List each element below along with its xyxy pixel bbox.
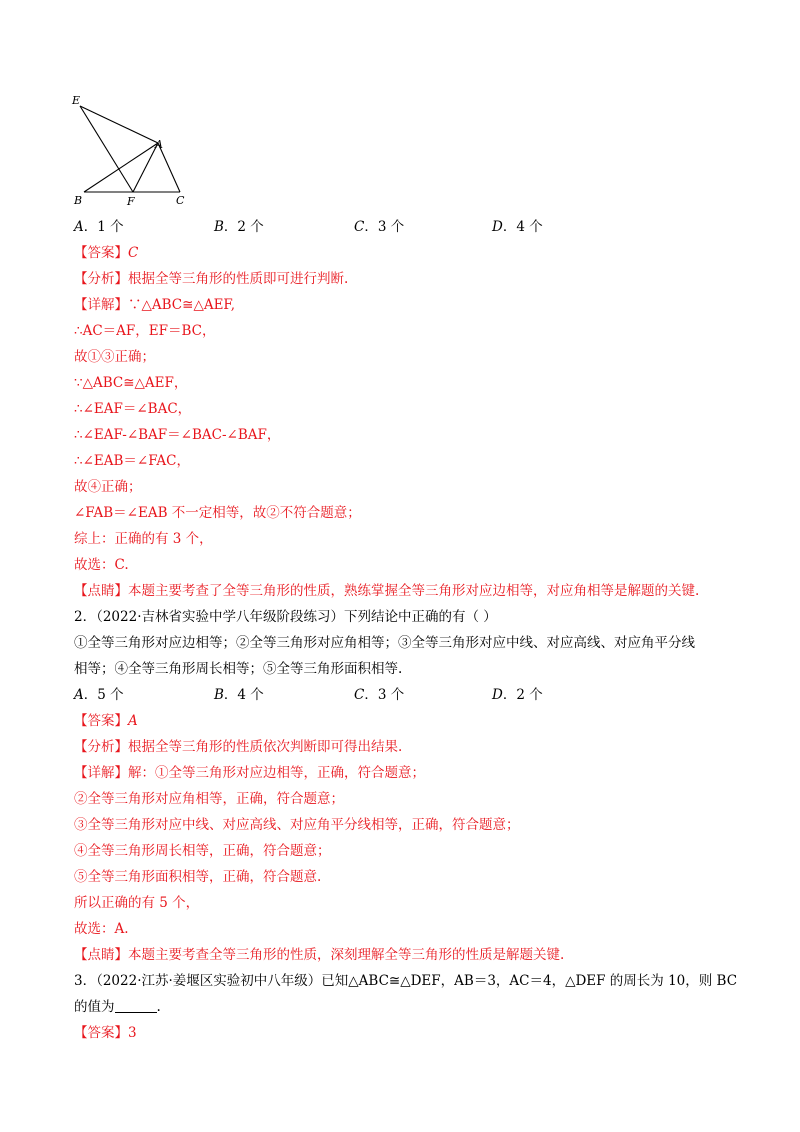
label-B: B [74, 194, 83, 207]
q1-detail-line: ∵△ABC≅△AEF， [74, 375, 188, 391]
q1-detail-line: 综上：正确的有 3 个， [74, 531, 213, 547]
q1-analysis: 【分析】根据全等三角形的性质即可进行判断. [74, 271, 349, 287]
label-C: C [176, 194, 185, 207]
q2-detail-line: ②全等三角形对应角相等，正确，符合题意； [74, 791, 344, 807]
q2-comment: 【点睛】本题主要考查全等三角形的性质，深刻理解全等三角形的性质是解题关键. [74, 947, 565, 963]
q1-detail-line: ∴AC＝AF，EF＝BC， [74, 323, 216, 339]
q2-stem: 相等；④全等三角形周长相等；⑤全等三角形面积相等. [74, 661, 403, 677]
q1-detail-line: 故选：C. [74, 557, 129, 573]
q1-detail-line: ∠FAB＝∠EAB 不一定相等，故②不符合题意； [74, 505, 361, 521]
q1-option-d: D．4 个 [492, 219, 543, 235]
q1-comment: 【点睛】本题主要考查了全等三角形的性质，熟练掌握全等三角形对应边相等，对应角相等是解题的关键. [74, 583, 700, 599]
q1-option-a: A．1 个 [74, 219, 124, 235]
q3-answer: 【答案】3 [74, 1025, 137, 1041]
q2-detail-line: 【详解】解：①全等三角形对应边相等，正确，符合题意； [74, 765, 425, 781]
q2-stem: 2．（2022·吉林省实验中学八年级阶段练习）下列结论中正确的有（ ） [74, 609, 497, 625]
answer-blank[interactable] [115, 998, 157, 1013]
q2-detail-line: 所以正确的有 5 个， [74, 895, 200, 911]
label-F: F [127, 195, 135, 208]
label-E: E [72, 94, 81, 107]
q1-detail-line: ∴∠EAF-∠BAF＝∠BAC-∠BAF， [74, 427, 281, 443]
q2-option-d: D．2 个 [492, 687, 543, 703]
q2-option-b: B．4 个 [214, 687, 264, 703]
q1-detail-line: 【详解】∵△ABC≅△AEF, [74, 297, 235, 313]
q2-detail-line: ③全等三角形对应中线、对应高线、对应角平分线相等，正确，符合题意； [74, 817, 520, 833]
q1-detail-line: 故①③正确； [74, 349, 155, 365]
q1-option-b: B．2 个 [214, 219, 264, 235]
q2-option-a: A．5 个 [74, 687, 124, 703]
label-A: A [155, 138, 163, 151]
q1-detail-line: ∴∠EAF＝∠BAC， [74, 401, 192, 417]
q1-detail-line: 故④正确； [74, 479, 142, 495]
q2-detail-line: ④全等三角形周长相等，正确，符合题意； [74, 843, 331, 859]
q2-detail-line: ⑤全等三角形面积相等，正确，符合题意. [74, 869, 322, 885]
q3-stem: 3．（2022·江苏·姜堰区实验初中八年级）已知△ABC≅△DEF，AB＝3，AC＝4，△DEF 的周长为 10，则 BC [74, 973, 738, 989]
q2-option-c: C．3 个 [354, 687, 405, 703]
q2-stem: ①全等三角形对应边相等；②全等三角形对应角相等；③全等三角形对应中线、对应高线、对应角平分线 [74, 635, 695, 651]
triangle-figure [66, 92, 196, 210]
q1-option-c: C．3 个 [354, 219, 405, 235]
q2-analysis: 【分析】根据全等三角形的性质依次判断即可得出结果. [74, 739, 403, 755]
q1-answer: 【答案】C [74, 245, 139, 261]
q2-detail-line: 故选：A. [74, 921, 129, 937]
segment-BA [84, 143, 158, 192]
q3-stem: 的值为 . [74, 999, 161, 1015]
q1-detail-line: ∴∠EAB＝∠FAC， [74, 453, 191, 469]
q2-answer: 【答案】A [74, 713, 138, 729]
